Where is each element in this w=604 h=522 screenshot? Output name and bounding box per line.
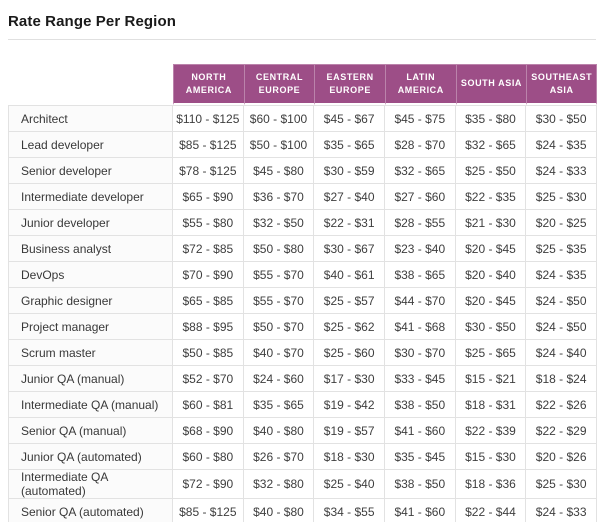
rate-cell: $40 - $70 [244,340,315,366]
rate-cell: $45 - $75 [385,105,456,132]
rate-cell: $19 - $42 [314,392,385,418]
table-row [8,158,597,184]
table-row [8,210,597,236]
column-header: NORTH AMERICA [173,64,244,105]
column-header: CENTRAL EUROPE [244,64,315,105]
table-row [8,418,597,444]
rate-cell: $41 - $60 [385,418,456,444]
table-row [8,366,597,392]
column-header: LATIN AMERICA [385,64,456,105]
rate-cell: $32 - $50 [244,210,315,236]
rate-cell: $85 - $125 [173,499,244,522]
column-header: SOUTHEAST ASIA [526,64,597,105]
rate-cell: $32 - $65 [385,158,456,184]
rate-cell: $72 - $90 [173,470,244,499]
rate-cell: $72 - $85 [173,236,244,262]
row-label-cell: Senior developer [8,158,173,184]
rate-cell: $22 - $31 [314,210,385,236]
table-row [8,236,597,262]
rate-cell: $35 - $80 [456,105,527,132]
rate-cell: $24 - $60 [244,366,315,392]
rate-cell: $30 - $50 [526,105,597,132]
rate-cell: $40 - $80 [244,499,315,522]
rate-cell: $20 - $45 [456,236,527,262]
rate-cell: $60 - $81 [173,392,244,418]
row-label-cell: Senior QA (automated) [8,499,173,522]
rate-cell: $18 - $36 [456,470,527,499]
rate-cell: $25 - $65 [456,340,527,366]
rate-cell: $60 - $100 [244,105,315,132]
table-row [8,288,597,314]
rate-cell: $24 - $50 [526,314,597,340]
corner-cell [8,64,173,105]
rate-cell: $24 - $35 [526,132,597,158]
rate-cell: $19 - $57 [314,418,385,444]
rate-cell: $50 - $100 [244,132,315,158]
rate-cell: $25 - $60 [314,340,385,366]
table-row [8,470,597,499]
rate-cell: $44 - $70 [385,288,456,314]
rate-cell: $20 - $40 [456,262,527,288]
row-label-cell: Business analyst [8,236,173,262]
rate-cell: $33 - $45 [385,366,456,392]
rate-cell: $85 - $125 [173,132,244,158]
row-label-cell: Intermediate QA (manual) [8,392,173,418]
rate-cell: $55 - $70 [244,288,315,314]
rate-cell: $26 - $70 [244,444,315,470]
rate-cell: $20 - $25 [526,210,597,236]
rate-cell: $18 - $30 [314,444,385,470]
rate-cell: $22 - $29 [526,418,597,444]
rate-cell: $24 - $33 [526,158,597,184]
rate-cell: $50 - $70 [244,314,315,340]
row-label-cell: Lead developer [8,132,173,158]
rate-cell: $24 - $40 [526,340,597,366]
rate-cell: $88 - $95 [173,314,244,340]
table-row [8,105,597,132]
rate-cell: $30 - $59 [314,158,385,184]
rate-cell: $50 - $80 [244,236,315,262]
rate-cell: $68 - $90 [173,418,244,444]
rate-cell: $55 - $80 [173,210,244,236]
rate-range-table [8,64,597,522]
rate-cell: $24 - $33 [526,499,597,522]
table-body [8,105,597,522]
rate-cell: $70 - $90 [173,262,244,288]
table-row [8,314,597,340]
rate-cell: $20 - $26 [526,444,597,470]
rate-cell: $52 - $70 [173,366,244,392]
rate-cell: $40 - $61 [314,262,385,288]
rate-cell: $22 - $44 [456,499,527,522]
rate-cell: $38 - $65 [385,262,456,288]
rate-cell: $22 - $39 [456,418,527,444]
row-label-cell: Scrum master [8,340,173,366]
rate-cell: $18 - $31 [456,392,527,418]
rate-cell: $15 - $30 [456,444,527,470]
rate-cell: $55 - $70 [244,262,315,288]
rate-cell: $30 - $70 [385,340,456,366]
rate-cell: $20 - $45 [456,288,527,314]
rate-cell: $45 - $80 [244,158,315,184]
row-label-cell: Junior QA (automated) [8,444,173,470]
rate-cell: $41 - $60 [385,499,456,522]
rate-cell: $25 - $50 [456,158,527,184]
rate-cell: $50 - $85 [173,340,244,366]
rate-cell: $32 - $80 [244,470,315,499]
rate-cell: $35 - $65 [314,132,385,158]
table-row [8,392,597,418]
rate-cell: $40 - $80 [244,418,315,444]
column-header: SOUTH ASIA [456,64,527,105]
rate-cell: $38 - $50 [385,470,456,499]
rate-cell: $65 - $90 [173,184,244,210]
row-label-cell: Architect [8,105,173,132]
rate-cell: $30 - $50 [456,314,527,340]
rate-cell: $21 - $30 [456,210,527,236]
rate-cell: $35 - $45 [385,444,456,470]
rate-cell: $18 - $24 [526,366,597,392]
row-label-cell: Graphic designer [8,288,173,314]
row-label-cell: Intermediate developer [8,184,173,210]
rate-cell: $38 - $50 [385,392,456,418]
rate-cell: $25 - $57 [314,288,385,314]
header-row [8,64,597,105]
rate-cell: $15 - $21 [456,366,527,392]
table-row [8,132,597,158]
rate-cell: $28 - $70 [385,132,456,158]
rate-cell: $25 - $30 [526,184,597,210]
rate-cell: $78 - $125 [173,158,244,184]
row-label-cell: Junior developer [8,210,173,236]
table-row [8,499,597,522]
table-header [8,64,597,105]
rate-cell: $27 - $40 [314,184,385,210]
rate-cell: $17 - $30 [314,366,385,392]
rate-cell: $110 - $125 [173,105,244,132]
rate-cell: $22 - $26 [526,392,597,418]
rate-cell: $24 - $50 [526,288,597,314]
rate-cell: $22 - $35 [456,184,527,210]
rate-cell: $24 - $35 [526,262,597,288]
rate-cell: $25 - $40 [314,470,385,499]
table-row [8,262,597,288]
rate-cell: $25 - $30 [526,470,597,499]
rate-cell: $30 - $67 [314,236,385,262]
rate-cell: $65 - $85 [173,288,244,314]
rate-cell: $60 - $80 [173,444,244,470]
rate-cell: $23 - $40 [385,236,456,262]
rate-cell: $35 - $65 [244,392,315,418]
rate-cell: $36 - $70 [244,184,315,210]
rate-cell: $32 - $65 [456,132,527,158]
rate-cell: $25 - $62 [314,314,385,340]
row-label-cell: Junior QA (manual) [8,366,173,392]
row-label-cell: Intermediate QA (automated) [8,470,173,499]
row-label-cell: DevOps [8,262,173,288]
page-title: Rate Range Per Region [8,13,176,30]
row-label-cell: Project manager [8,314,173,340]
row-label-cell: Senior QA (manual) [8,418,173,444]
rate-cell: $27 - $60 [385,184,456,210]
rate-cell: $34 - $55 [314,499,385,522]
table-row [8,444,597,470]
table-row [8,184,597,210]
table-row [8,340,597,366]
rate-cell: $41 - $68 [385,314,456,340]
rate-cell: $25 - $35 [526,236,597,262]
rate-cell: $28 - $55 [385,210,456,236]
column-header: EASTERN EUROPE [314,64,385,105]
rate-cell: $45 - $67 [314,105,385,132]
title-divider [8,39,596,40]
